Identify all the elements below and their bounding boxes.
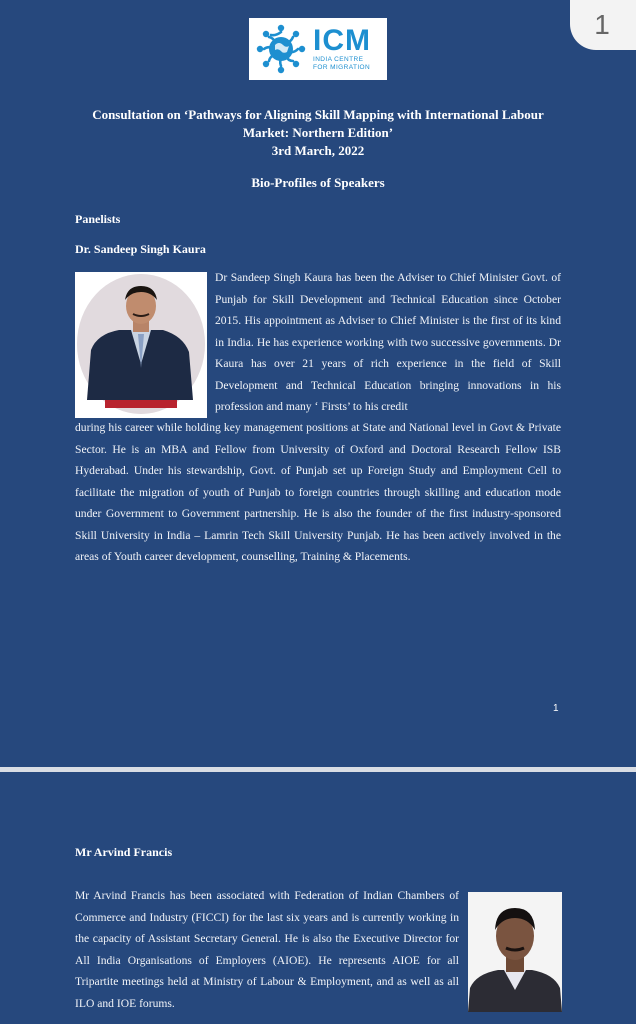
speaker-1-name: Dr. Sandeep Singh Kaura <box>75 242 206 256</box>
speaker-2-photo <box>468 892 562 1012</box>
page-footer-number: 1 <box>553 703 559 714</box>
speaker-1-bio-part-1: Dr Sandeep Singh Kaura has been the Adviser to Chief Minister Govt. of Punjab for Skill Development and Technical Education since October 2015. His appointment as Adviser to Chief Minister is the first of its kind in India. He has experience working with two successive governments. Dr Kaura has over 21 years of rich experience in the field of Skill Development and Technical Education bringing innovations in his profession and many ‘ Firsts’ to his credit <box>215 271 561 413</box>
page-number-badge: 1 <box>570 0 636 50</box>
title-line-1: Consultation on ‘Pathways for Aligning Skill Mapping with International Labour <box>92 107 544 122</box>
document-date: 3rd March, 2022 <box>271 143 365 158</box>
icm-logo <box>249 18 387 80</box>
speaker-2-bio: Mr Arvind Francis has been associated with Federation of Indian Chambers of Commerce and Industry (FICCI) for the last six years and is currently working in the capacity of Assistant Secretary General. He is also the Executive Director for All India Organisations of Employers (AIOE). He represents AIOE for all Tripartite meetings held at Ministry of Labour & Employment, and as well as all ILO and IOE forums. <box>75 889 459 1010</box>
title-line-2: Market: Northern Edition’ <box>242 125 394 140</box>
speaker-2-name: Mr Arvind Francis <box>75 845 173 859</box>
speaker-1-photo <box>75 272 207 418</box>
logo-subtitle-line1: INDIA CENTRE <box>313 56 364 63</box>
logo-wordmark: ICM <box>313 24 371 57</box>
document-subtitle: Bio-Profiles of Speakers <box>251 175 385 190</box>
logo-subtitle-line2: FOR MIGRATION <box>313 64 371 71</box>
section-heading-panelists: Panelists <box>75 212 121 226</box>
speaker-1-bio-part-2: during his career while holding key management positions at State and National level in Govt & Private Sector. He is an MBA and Fellow from University of Oxford and Doctoral Research Fellow ISB Hyderabad. Under his stewardship, Govt. of Punjab set up Foreign Study and Employment Cell to facilitate the migration of youth of Punjab to foreign countries through skilling and education mode under Government to Government partnership. He is also the founder of the first industry-sponsored Skill University in India – Lamrin Tech Skill University Punjab. He has been actively involved in the areas of Youth career development, counselling, Training & Placements. <box>75 421 561 563</box>
document-title <box>60 106 576 142</box>
page-divider <box>0 767 636 772</box>
globe-people-icon <box>255 23 307 75</box>
